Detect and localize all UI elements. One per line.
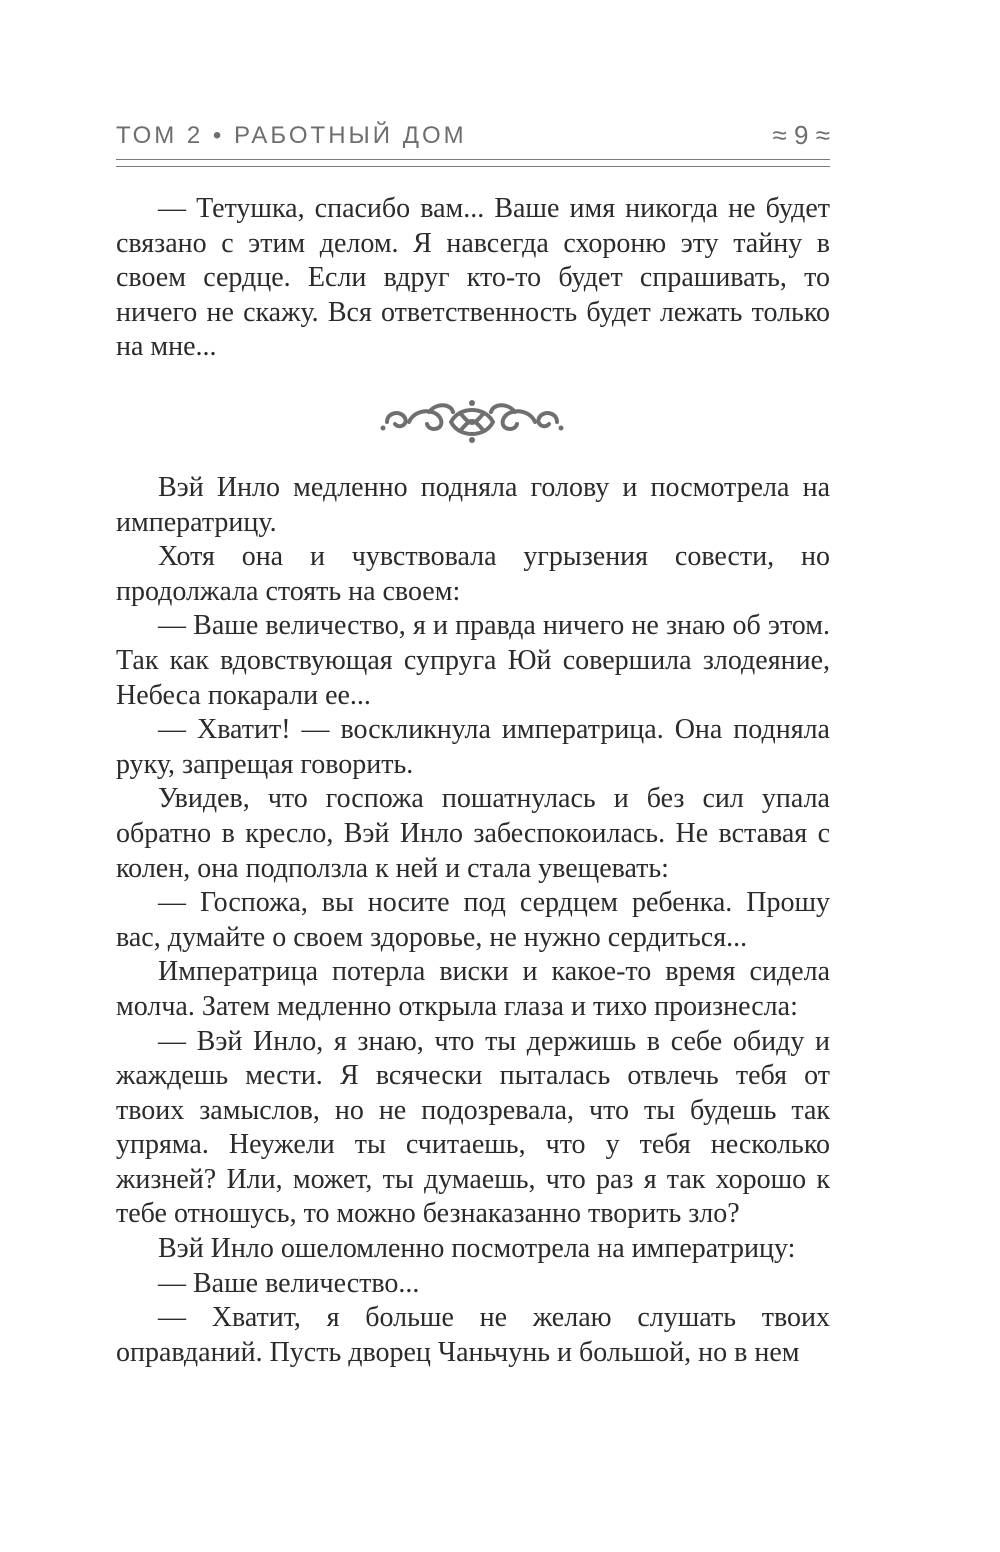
paragraph: Увидев, что госпожа пошатнулась и без сил упала обратно в кресло, Вэй Инло забеспокоилась. Не вставая с колен, она подползла к ней и стала увещевать: — [116, 783, 830, 884]
text-block-top — [116, 192, 830, 365]
paragraph: — Госпожа, вы носите под сердцем ребенка. Прошу вас, думайте о своем здоровье, не нужно сердиться... — [116, 887, 830, 953]
text-block-main — [116, 471, 830, 1370]
paragraph: — Ваше величество... — [158, 1267, 420, 1299]
paragraph: — Ваше величество, я и правда ничего не знаю об этом. Так как вдовствующая супруга Юй совершила злодеяние, Небеса покарали ее... — [116, 610, 830, 711]
page-number: ≈ 9 ≈ — [772, 120, 830, 150]
paragraph: Хотя она и чувствовала угрызения совести, но продолжала стоять на своем: — [116, 541, 830, 607]
header-rule-bottom — [116, 166, 830, 167]
paragraph: Императрица потерла виски и какое-то время сидела молча. Затем медленно открыла глаза и тихо произнесла: — [116, 956, 830, 1022]
paragraph: Вэй Инло медленно подняла голову и посмотрела на императрицу. — [116, 472, 830, 538]
scroll-ornament-icon — [379, 398, 565, 444]
paragraph: — Тетушка, спасибо вам... Ваше имя никогда не будет связано с этим делом. Я навсегда схороню эту тайну в своем сердце. Если вдруг кто-то будет спрашивать, то ничего не скажу. Вся ответственность будет лежать только на мне... — [116, 193, 830, 363]
running-head: ТОМ 2 • РАБОТНЫЙ ДОМ — [116, 122, 467, 149]
paragraph: — Хватит! — воскликнула императрица. Она подняла руку, запрещая говорить. — [116, 714, 830, 780]
paragraph: Вэй Инло ошеломленно посмотрела на императрицу: — [158, 1233, 796, 1265]
paragraph: — Хватит, я больше не желаю слушать твоих оправданий. Пусть дворец Чаньчунь и большой, но в нем — [116, 1302, 830, 1368]
page-header — [116, 118, 830, 158]
paragraph: — Вэй Инло, я знаю, что ты держишь в себе обиду и жаждешь мести. Я всячески пыталась отвлечь тебя от твоих замыслов, но не подозревала, что ты будешь так упряма. Неужели ты считаешь, что у тебя несколько жизней? Или, может, ты думаешь, что раз я так хорошо к тебе отношусь, то можно безнаказанно творить зло? — [116, 1025, 830, 1230]
header-rule-top — [116, 159, 830, 160]
